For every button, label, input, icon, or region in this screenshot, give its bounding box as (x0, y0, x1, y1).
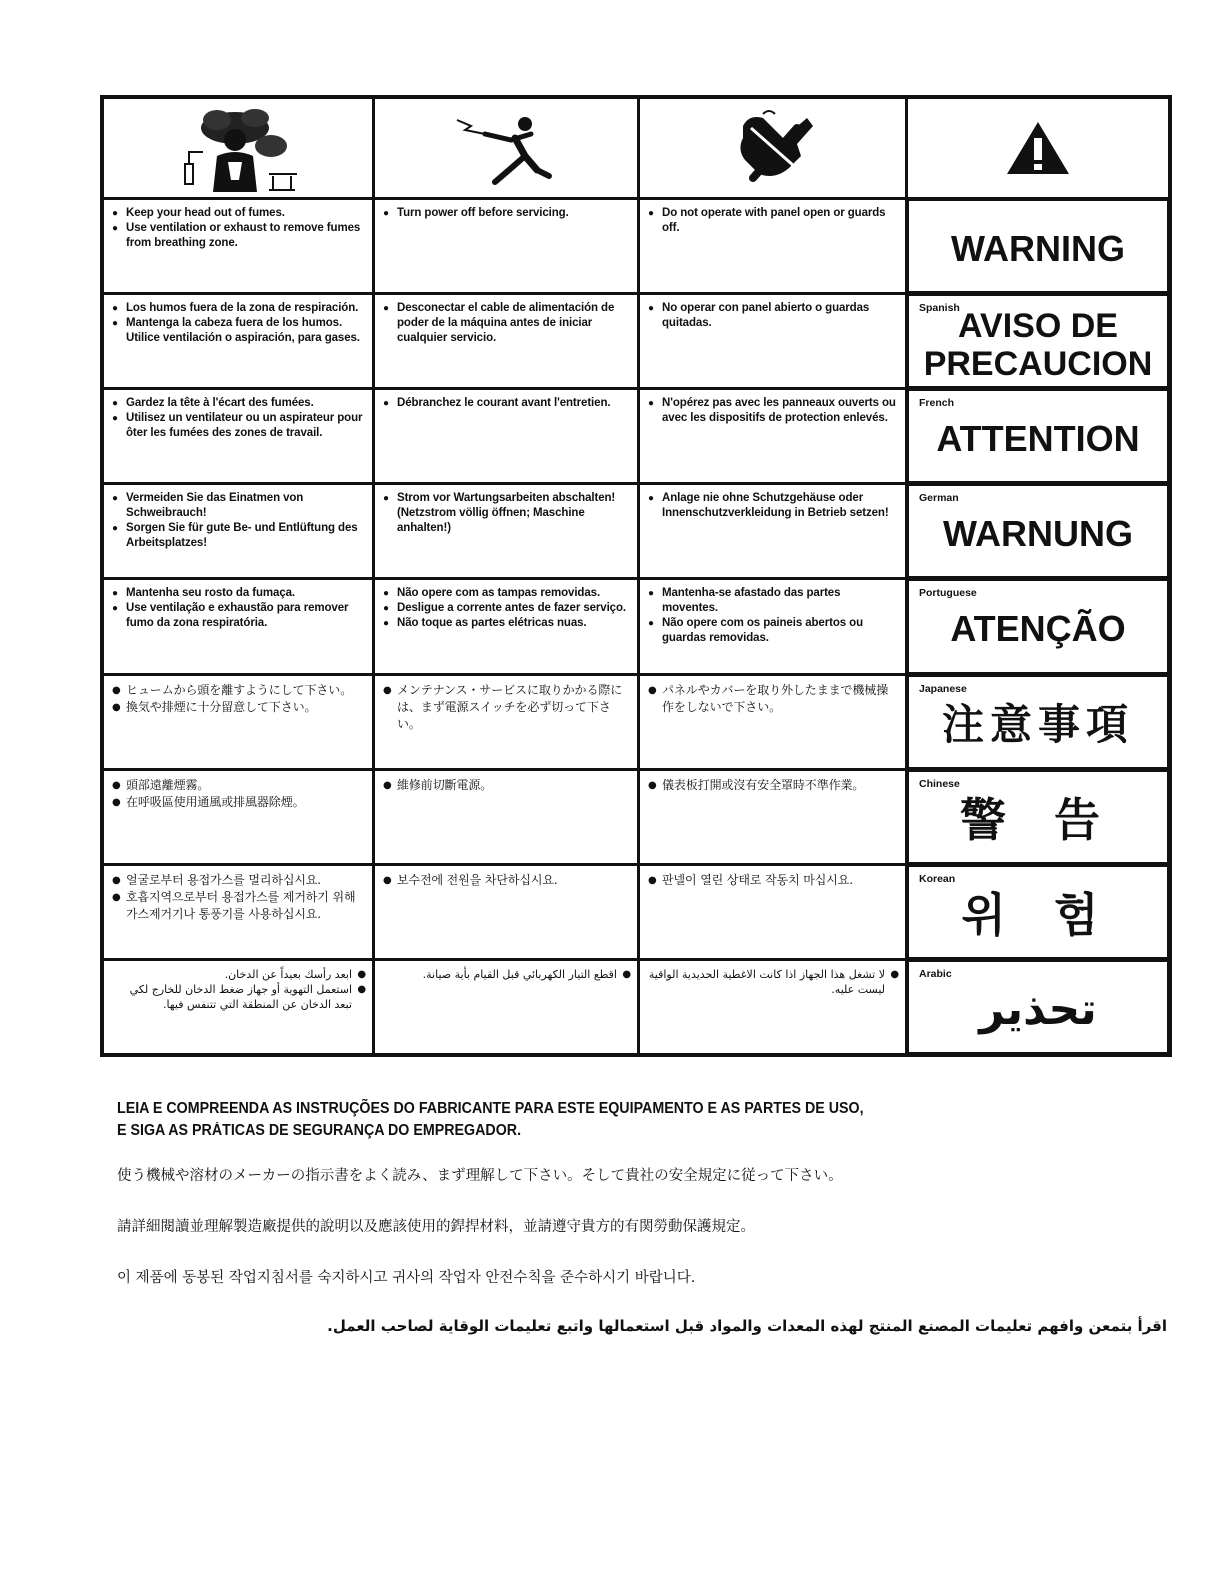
list-item: ● 換気や排煙に十分留意して下さい。 (112, 699, 366, 716)
row-fr-fumes (104, 390, 372, 482)
list-item: ● 維修前切斷電源。 (383, 777, 631, 794)
list-item: ● 얼굴로부터 용접가스를 멀리하십시요. (112, 872, 366, 889)
signal-word-ja (908, 676, 1168, 768)
moving-parts-icon (723, 108, 823, 188)
list-item: ● Mantenga la cabeza fuera de los humos. Utilice ventilación o aspiración, para gases. (112, 316, 366, 346)
list-item: ● Não opere com os paineis abertos ou guardas removidas. (648, 616, 899, 646)
row-de-parts (640, 485, 905, 577)
row-zh-parts (640, 771, 905, 863)
signal-word-pt (908, 580, 1168, 672)
row-zh-fumes (104, 771, 372, 863)
list-item: ● 在呼吸區使用通風或排風器除煙。 (112, 794, 366, 811)
row-ja-fumes (104, 676, 372, 768)
row-ko-fumes (104, 866, 372, 958)
signal-word: 위 험 (961, 887, 1115, 942)
list-item: ● Do not operate with panel open or guards off. (648, 206, 899, 236)
signal-word: WARNING (951, 228, 1125, 270)
list-item: ● Gardez la tête à l'écart des fumées. (112, 396, 366, 411)
list-item: ● Turn power off before servicing. (383, 206, 631, 221)
instruction-footer (117, 1098, 1177, 1335)
list-item: ● Keep your head out of fumes. (112, 206, 366, 221)
warning-triangle-icon-cell (908, 99, 1168, 197)
signal-word-de (908, 485, 1168, 577)
signal-word-en (908, 200, 1168, 292)
list-item: ● Utilisez un ventilateur ou un aspirateur pour ôter les fumées des zones de travail. (112, 411, 366, 441)
list-item: ● 頭部遠離煙霧。 (112, 777, 366, 794)
row-pt-parts (640, 580, 905, 672)
row-fr-parts (640, 390, 905, 482)
signal-word-ar (908, 961, 1168, 1053)
list-item: ● Débranchez le courant avant l'entretien. (383, 396, 631, 411)
language-label: Chinese (919, 777, 960, 790)
row-ar-fumes (104, 961, 372, 1053)
language-label: Portuguese (919, 587, 977, 600)
list-item: ● Desconectar el cable de alimentación de poder de la máquina antes de iniciar cualquier servicio. (383, 301, 631, 346)
electric-shock-icon-cell (375, 99, 637, 197)
signal-word: 警 告 (959, 792, 1116, 847)
list-item: ● Não opere com as tampas removidas. (383, 586, 631, 601)
language-label: Spanish (919, 302, 960, 315)
row-ja-parts (640, 676, 905, 768)
list-item: ● Use ventilação e exhaustão para remover fumo da zona respiratória. (112, 601, 366, 631)
row-en-fumes (104, 200, 372, 292)
list-item: ● Desligue a corrente antes de fazer serviço. (383, 601, 631, 616)
language-label: German (919, 492, 959, 505)
row-ko-shock (375, 866, 637, 958)
footer-japanese: 使う機械や溶材のメーカーの指示書をよく読み、まず理解して下さい。そして貴社の安全規定に従って下さい。 (117, 1168, 843, 1184)
footer-korean: 이 제품에 동봉된 작업지침서를 숙지하시고 귀사의 작업자 안전수칙을 준수하시기 바랍니다. (117, 1270, 696, 1286)
row-es-fumes (104, 295, 372, 387)
list-item: ● Los humos fuera de la zona de respiración. (112, 301, 366, 316)
moving-parts-icon-cell (640, 99, 905, 197)
list-item: ● استعمل التهوية أو جهاز ضغط الدخان للخارج لكي تبعد الدخان عن المنطقة التي تتنفس فيها. (112, 982, 366, 1012)
footer-arabic: اقرأ بتمعن وافهم تعليمات المصنع المنتج لهذه المعدات والمواد قبل استعمالها واتبع تعليمات الوقاية لصاحب العمل. (327, 1317, 1167, 1335)
signal-word: تحذير (979, 983, 1097, 1035)
warning-triangle-icon (1003, 118, 1073, 178)
row-de-fumes (104, 485, 372, 577)
language-label: Korean (919, 872, 956, 885)
footer-chinese: 請詳細閱讀並理解製造廠提供的說明以及應該使用的銲捍材料，並請遵守貴方的有関勞動保護規定。 (117, 1219, 755, 1235)
list-item: ● Não toque as partes elétricas nuas. (383, 616, 631, 631)
signal-word-zh (908, 771, 1168, 863)
list-item: ● Vermeiden Sie das Einatmen von Schweibrauch! (112, 491, 366, 521)
row-pt-fumes (104, 580, 372, 672)
list-item: ● N'opérez pas avec les panneaux ouverts ou avec les dispositifs de protection enlevés. (648, 396, 899, 426)
list-item: ● Anlage nie ohne Schutzgehäuse oder Innenschutzverkleidung in Betrieb setzen! (648, 491, 899, 521)
electric-shock-icon (451, 108, 561, 188)
list-item: ● ابعد رأسك بعيداً عن الدخان. (112, 967, 366, 982)
row-pt-shock (375, 580, 637, 672)
row-ko-parts (640, 866, 905, 958)
signal-word-fr (908, 390, 1168, 482)
row-ar-shock (375, 961, 637, 1053)
list-item: ● لا تشغل هذا الجهاز اذا كانت الاغطية الحديدية الواقية ليست عليه. (648, 967, 899, 997)
row-ja-shock (375, 676, 637, 768)
signal-word: WARNUNG (943, 513, 1133, 555)
fumes-icon-cell (104, 99, 372, 197)
list-item: ● Mantenha seu rosto da fumaça. (112, 586, 366, 601)
row-en-parts (640, 200, 905, 292)
warning-label-table (100, 95, 1172, 1057)
row-es-shock (375, 295, 637, 387)
list-item: ● 호흡지역으로부터 용접가스를 제거하기 위해 가스제거기나 통풍기를 사용하십시요. (112, 889, 366, 923)
row-es-parts (640, 295, 905, 387)
list-item: ● パネルやカバーを取り外したままで機械操作をしないで下さい。 (648, 682, 899, 716)
signal-word: ATTENTION (936, 418, 1140, 460)
list-item: ● メンテナンス・サービスに取りかかる際には、まず電源スイッチを必ず切って下さい。 (383, 682, 631, 733)
signal-word-es (908, 295, 1168, 387)
row-fr-shock (375, 390, 637, 482)
row-ar-parts (640, 961, 905, 1053)
signal-word: AVISO DE PRECAUCION (923, 307, 1153, 384)
language-label: Arabic (919, 967, 952, 980)
signal-word: ATENÇÃO (950, 608, 1126, 650)
signal-word-ko (908, 866, 1168, 958)
list-item: ● Sorgen Sie für gute Be- und Entlüftung des Arbeitsplatzes! (112, 521, 366, 551)
list-item: ● 판넬이 열린 상태로 작동치 마십시요. (648, 872, 899, 889)
row-zh-shock (375, 771, 637, 863)
language-label: Japanese (919, 682, 967, 695)
footer-portuguese-line-1: LEIA E COMPREENDA AS INSTRUÇÕES DO FABRICANTE PARA ESTE EQUIPAMENTO E AS PARTES DE USO, (117, 1100, 864, 1117)
list-item: ● اقطع التيار الكهربائي قبل القيام بأية صيانة. (383, 967, 631, 982)
list-item: ● No operar con panel abierto o guardas quitadas. (648, 301, 899, 331)
list-item: ● 儀表板打開或沒有安全罩時不準作業。 (648, 777, 899, 794)
list-item: ● Use ventilation or exhaust to remove fumes from breathing zone. (112, 221, 366, 251)
fumes-icon (173, 104, 303, 192)
language-label: French (919, 397, 955, 410)
list-item: ● ヒュームから頭を離すようにして下さい。 (112, 682, 366, 699)
list-item: ● Strom vor Wartungsarbeiten abschalten! (Netzstrom völlig öffnen; Maschine anhalten!) (383, 491, 631, 536)
list-item: ● 보수전에 전원을 차단하십시요. (383, 872, 631, 889)
row-de-shock (375, 485, 637, 577)
row-en-shock (375, 200, 637, 292)
footer-portuguese-line-2: E SIGA AS PRÁTICAS DE SEGURANÇA DO EMPREGADOR. (117, 1122, 522, 1139)
signal-word: 注意事項 (941, 699, 1134, 749)
list-item: ● Mantenha-se afastado das partes moventes. (648, 586, 899, 616)
